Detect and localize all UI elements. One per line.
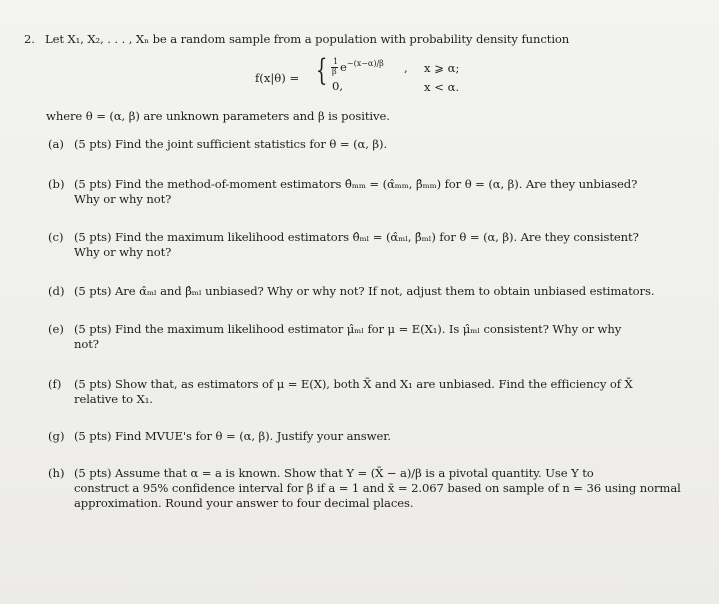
part-line: (5 pts) Find the maximum likelihood estimators θ̂ₘₗ = (α̂ₘₗ, β̂ₘₗ) for θ = (α, β). Are they consistent? [74, 230, 639, 244]
part-label: (c) [48, 230, 64, 244]
part-line: (5 pts) Are α̂ₘₗ and β̂ₘₗ unbiased? Why or why not? If not, adjust them to obtain unbiased estimators. [74, 284, 655, 298]
part-label: (b) [48, 177, 65, 191]
where-statement: where θ = (α, β) are unknown parameters and β is positive. [46, 109, 390, 123]
part-line: (5 pts) Find the joint sufficient statistics for θ = (α, β). [74, 137, 388, 151]
problem-number: 2. [24, 32, 35, 46]
pdf-case2-expr: 0, [332, 79, 344, 93]
part-label: (g) [48, 429, 65, 443]
part-line: approximation. Round your answer to four decimal places. [74, 496, 414, 510]
part-line: (5 pts) Find the maximum likelihood estimator μ̂ₘₗ for μ = E(X₁). Is μ̂ₘₗ consistent? Why or why [74, 322, 622, 336]
part-label: (a) [48, 137, 64, 151]
part-line: Why or why not? [74, 245, 172, 259]
part-line: (5 pts) Find MVUE's for θ = (α, β). Justify your answer. [74, 429, 391, 443]
problem-intro: Let X₁, X₂, . . . , Xₙ be a random sample from a population with probability density function [45, 32, 570, 46]
part-line: (5 pts) Find the method-of-moment estimators θ̂ₘₘ = (α̂ₘₘ, β̂ₘₘ) for θ = (α, β). Are they unbiased? [74, 177, 638, 191]
pdf-case2-cond: x < α. [424, 80, 460, 94]
pdf-case1-expr [340, 60, 384, 76]
part-line: construct a 95% confidence interval for β if a = 1 and x̄ = 2.067 based on sample of n = 36 using normal [74, 481, 681, 495]
part-line: not? [74, 337, 99, 351]
part-label: (d) [48, 284, 65, 298]
pdf-brace: { [315, 53, 328, 88]
part-label: (f) [48, 377, 62, 391]
pdf-case1-comma: , [404, 61, 408, 75]
part-line: relative to X₁. [74, 392, 153, 406]
pdf-lhs: f(x|θ) = [255, 71, 300, 85]
pdf-coef-num: 1 [333, 57, 339, 66]
pdf-case1-cond: x ⩾ α; [424, 61, 460, 75]
part-label: (h) [48, 466, 65, 480]
part-label: (e) [48, 322, 64, 336]
pdf-coef-den: β [332, 67, 337, 76]
part-line: Why or why not? [74, 192, 172, 206]
part-line: (5 pts) Assume that α = a is known. Show that Y = (X̄ − a)/β is a pivotal quantity. Use Y to [74, 466, 594, 480]
part-line: (5 pts) Show that, as estimators of μ = E(X), both X̄ and X₁ are unbiased. Find the efficiency of X̄ [74, 377, 633, 391]
pdf-exponent: −(x−α)/β [346, 59, 384, 68]
pdf-exp-base: e [340, 60, 347, 74]
